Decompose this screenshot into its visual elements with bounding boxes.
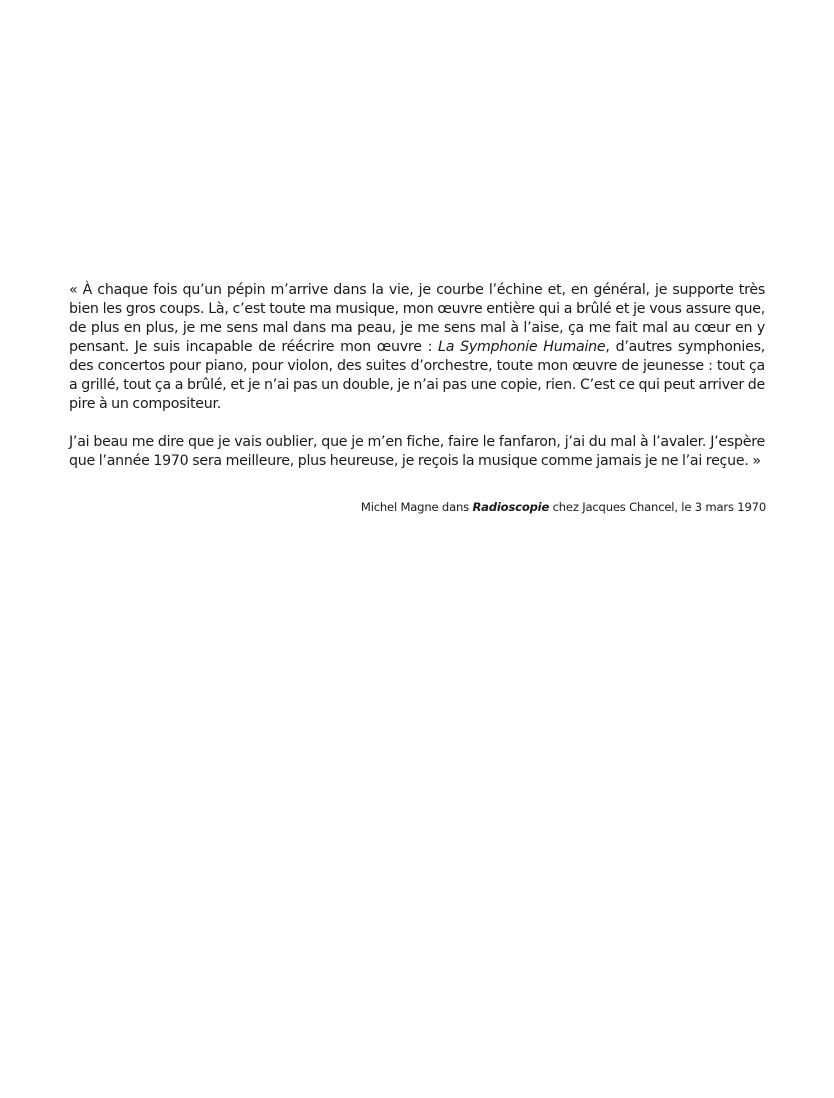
work-title: La Symphonie Humaine	[438, 339, 606, 355]
quote-text-part-1: « À chaque fois qu’un pépin m’arrive dans la vie, je courbe l’échine et, en général, je supporte très bien les gros coups. Là, c’est toute ma musique, mon œuvre entière qui a brûlé et je vous assure que, de plus en plus, je me sens mal dans ma peau, je me sens mal à l’aise, ça me fait mal au cœur en y pensant. Je suis incapable de réécrire mon œuvre :	[69, 282, 765, 355]
quote-block	[69, 281, 765, 471]
attribution	[300, 499, 766, 515]
quote-paragraph-2: J’ai beau me dire que je vais oublier, que je m’en fiche, faire le fanfaron, j’ai du mal à l’avaler. J’espère que l’année 1970 sera meilleure, plus heureuse, je reçois la musique comme jamais je ne l’ai reçue. »	[69, 434, 765, 469]
program-name: Radioscopie	[472, 500, 550, 514]
quote-paragraph-1	[69, 281, 765, 414]
attribution-suffix: chez Jacques Chancel, le 3 mars 1970	[549, 500, 766, 514]
quote-text-part-2: , d’autres symphonies, des concertos pour piano, pour violon, des suites d’orchestre, toute mon œuvre de jeunesse : tout ça a grillé, tout ça a brûlé, et je n’ai pas un double, je n’ai pas une copie, rien. C’est ce qui peut arriver de pire à un compositeur.	[69, 339, 765, 412]
attribution-prefix: Michel Magne dans	[360, 500, 473, 514]
